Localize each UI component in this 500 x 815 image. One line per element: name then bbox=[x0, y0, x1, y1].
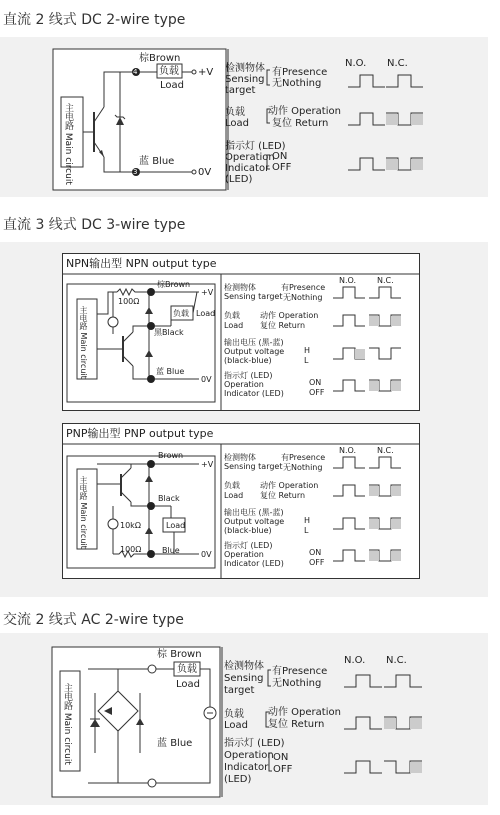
npn-vout-en2: (black-blue) bbox=[224, 356, 272, 365]
pnp-sensing-en: Sensing target bbox=[224, 462, 283, 471]
ac-main-circuit bbox=[62, 683, 72, 765]
sensing-cn: 检测物体 bbox=[225, 63, 265, 74]
pnp-vout-en1: Output voltage bbox=[224, 517, 285, 526]
ac-sensing-en2: target bbox=[224, 685, 255, 696]
return-label: 复位 Return bbox=[272, 118, 329, 129]
pnp-main-circuit bbox=[78, 476, 88, 549]
ac-led-en2: Indicator bbox=[224, 762, 269, 773]
npn-load-en: Load bbox=[196, 309, 216, 318]
ac-col-no: N.O. bbox=[344, 655, 366, 666]
npn-zero-v: 0V bbox=[201, 375, 212, 384]
npn-l: L bbox=[304, 356, 309, 365]
pnp-plus-v: +V bbox=[201, 460, 214, 469]
main-circuit-label bbox=[63, 103, 73, 185]
pnp-on: ON bbox=[309, 548, 322, 557]
brown-en: Brown bbox=[149, 53, 181, 64]
pnp-load-row-en: Load bbox=[224, 491, 244, 500]
ac-load-cn: 负载 bbox=[177, 664, 197, 675]
npn-sensing-en: Sensing target bbox=[224, 292, 283, 301]
ac-main-circuit-cn: 主电路 bbox=[62, 683, 72, 710]
blue-cn: 蓝 bbox=[139, 156, 149, 167]
col-nc: N.C. bbox=[387, 58, 408, 69]
on-label: ON bbox=[272, 151, 288, 162]
ac-led-cn: 指示灯 (LED) bbox=[224, 738, 285, 749]
npn-main-circuit-en: Main circuit bbox=[79, 332, 88, 379]
npn-load-row-en: Load bbox=[224, 321, 244, 330]
pnp-presence: 有Presence bbox=[281, 453, 326, 462]
ac-blue-cn: 蓝 bbox=[157, 738, 167, 749]
npn-main-circuit-cn: 主电路 bbox=[79, 306, 88, 330]
npn-black-cn: 黑 bbox=[154, 328, 162, 337]
npn-load-row-cn: 负载 bbox=[224, 311, 240, 320]
pnp-brown: Brown bbox=[158, 451, 184, 460]
npn-subpanel bbox=[62, 253, 420, 411]
panel-dc2 bbox=[0, 37, 488, 197]
load-cn: 负载 bbox=[159, 66, 179, 77]
pnp-zero-v: 0V bbox=[201, 550, 212, 559]
npn-on: ON bbox=[309, 378, 322, 387]
ac-col-nc: N.C. bbox=[386, 655, 407, 666]
pnp-col-nc: N.C. bbox=[377, 446, 394, 455]
panel-ac2 bbox=[0, 633, 488, 805]
led-cn: 指示灯 (LED) bbox=[225, 141, 286, 152]
pnp-main-circuit-cn: 主电路 bbox=[79, 476, 88, 500]
npn-h: H bbox=[304, 346, 311, 355]
npn-title: NPN输出型 NPN output type bbox=[66, 257, 217, 270]
presence-label: 有Presence bbox=[272, 67, 328, 78]
main-circuit-cn: 主电路 bbox=[63, 103, 73, 130]
ac-load-row-en: Load bbox=[224, 720, 248, 731]
ac-presence: 有Presence bbox=[272, 666, 328, 677]
ac-brown-cn: 棕 bbox=[157, 649, 167, 660]
ac-brown-en: Brown bbox=[170, 649, 202, 660]
npn-load-cn: 负载 bbox=[173, 309, 189, 318]
main-circuit-en: Main circuit bbox=[63, 132, 73, 185]
npn-black-en: Black bbox=[162, 328, 184, 337]
pnp-return: 复位 Return bbox=[260, 491, 306, 500]
npn-blue-cn: 蓝 bbox=[156, 367, 164, 376]
ac-blue bbox=[157, 738, 192, 749]
npn-led-paren: (LED) bbox=[261, 389, 284, 398]
ac-off: OFF bbox=[273, 764, 293, 775]
npn-main-circuit bbox=[78, 306, 88, 379]
pnp-main-circuit-en: Main circuit bbox=[79, 502, 88, 549]
npn-nothing: 无Nothing bbox=[283, 293, 323, 302]
brown-cn: 棕 bbox=[139, 53, 149, 64]
npn-blue bbox=[156, 367, 184, 376]
pnp-h: H bbox=[304, 516, 311, 525]
brown-label bbox=[139, 53, 180, 64]
npn-brown bbox=[157, 280, 190, 289]
pnp-led-indicator: Indicator bbox=[224, 559, 260, 568]
npn-col-nc: N.C. bbox=[377, 276, 394, 285]
section-title-ac2: 交流 2 线式 AC 2-wire type bbox=[3, 612, 184, 628]
pnp-subpanel bbox=[62, 423, 420, 579]
pnp-off: OFF bbox=[309, 558, 325, 567]
operation-label: 动作 Operation bbox=[268, 106, 341, 117]
pnp-l: L bbox=[304, 526, 309, 535]
ac-nothing: 无Nothing bbox=[272, 678, 322, 689]
npn-operation: 动作 Operation bbox=[260, 311, 319, 320]
pnp-led-en2 bbox=[224, 559, 284, 568]
panel-dc3 bbox=[0, 242, 488, 597]
zero-v-label: 0V bbox=[198, 167, 212, 178]
npn-return: 复位 Return bbox=[260, 321, 306, 330]
npn-vout-cn: 输出电压 (黑-蓝) bbox=[224, 338, 284, 347]
npn-led-indicator: Indicator bbox=[224, 389, 260, 398]
pnp-col-no: N.O. bbox=[339, 446, 357, 455]
plus-v-label: +V bbox=[198, 67, 214, 78]
ac-return: 复位 Return bbox=[268, 719, 325, 730]
npn-presence: 有Presence bbox=[281, 283, 326, 292]
pnp-vout-cn: 输出电压 (黑-蓝) bbox=[224, 508, 284, 517]
pnp-r10k: 10kΩ bbox=[120, 521, 141, 530]
col-no: N.O. bbox=[345, 58, 367, 69]
ac-brown bbox=[157, 649, 202, 660]
npn-r100: 100Ω bbox=[118, 297, 140, 306]
npn-col-no: N.O. bbox=[339, 276, 357, 285]
npn-led-en2 bbox=[224, 389, 284, 398]
terminal-4: 4 bbox=[133, 68, 138, 76]
npn-led-en1: Operation bbox=[224, 380, 264, 389]
load-row-en: Load bbox=[225, 118, 249, 129]
ac-operation: 动作 Operation bbox=[268, 707, 341, 718]
led-en1: Operation bbox=[225, 152, 275, 163]
blue-en: Blue bbox=[152, 156, 175, 167]
npn-black bbox=[154, 328, 184, 337]
ac-blue-en: Blue bbox=[170, 738, 193, 749]
npn-blue-en: Blue bbox=[166, 367, 185, 376]
pnp-nothing: 无Nothing bbox=[283, 463, 323, 472]
blue-label bbox=[139, 156, 174, 167]
pnp-black: Black bbox=[158, 494, 180, 503]
ac-sensing-cn: 检测物体 bbox=[224, 661, 264, 672]
ac-load-row-cn: 负载 bbox=[224, 709, 244, 720]
pnp-sensing-cn: 检测物体 bbox=[224, 453, 256, 462]
pnp-load-row-cn: 负载 bbox=[224, 481, 240, 490]
section-title-dc2: 直流 2 线式 DC 2-wire type bbox=[3, 12, 186, 28]
ac-on: ON bbox=[273, 752, 289, 763]
pnp-led-paren: (LED) bbox=[261, 559, 284, 568]
npn-brown-en: Brown bbox=[165, 280, 191, 289]
npn-brown-cn: 棕 bbox=[157, 280, 165, 289]
load-row-cn: 负载 bbox=[225, 107, 245, 118]
load-en: Load bbox=[160, 80, 184, 91]
npn-sensing-cn: 检测物体 bbox=[224, 283, 256, 292]
npn-led-cn: 指示灯 (LED) bbox=[224, 371, 273, 380]
pnp-led-cn: 指示灯 (LED) bbox=[224, 541, 273, 550]
ac-sensing-en1: Sensing bbox=[224, 673, 264, 684]
sensing-en1: Sensing bbox=[225, 74, 265, 85]
terminal-3: 3 bbox=[133, 168, 138, 176]
section-title-dc3: 直流 3 线式 DC 3-wire type bbox=[3, 217, 186, 233]
ac-main-circuit-en: Main circuit bbox=[62, 712, 72, 765]
nothing-label: 无Nothing bbox=[272, 78, 322, 89]
pnp-led-en1: Operation bbox=[224, 550, 264, 559]
sensing-en2: target bbox=[225, 85, 256, 96]
pnp-load: Load bbox=[166, 521, 186, 530]
led-en3: (LED) bbox=[225, 174, 253, 185]
off-label: OFF bbox=[272, 162, 292, 173]
ac-led-en3: (LED) bbox=[224, 774, 252, 785]
pnp-operation: 动作 Operation bbox=[260, 481, 319, 490]
led-en2: Indicator bbox=[225, 163, 270, 174]
npn-vout-en1: Output voltage bbox=[224, 347, 285, 356]
pnp-title: PNP输出型 PNP output type bbox=[66, 427, 214, 440]
pnp-r100: 100Ω bbox=[120, 545, 142, 554]
npn-off: OFF bbox=[309, 388, 325, 397]
pnp-vout-en2: (black-blue) bbox=[224, 526, 272, 535]
ac-led-en1: Operation bbox=[224, 750, 274, 761]
pnp-blue: Blue bbox=[162, 546, 180, 555]
npn-plus-v: +V bbox=[201, 288, 214, 297]
ac-load-en: Load bbox=[176, 679, 200, 690]
